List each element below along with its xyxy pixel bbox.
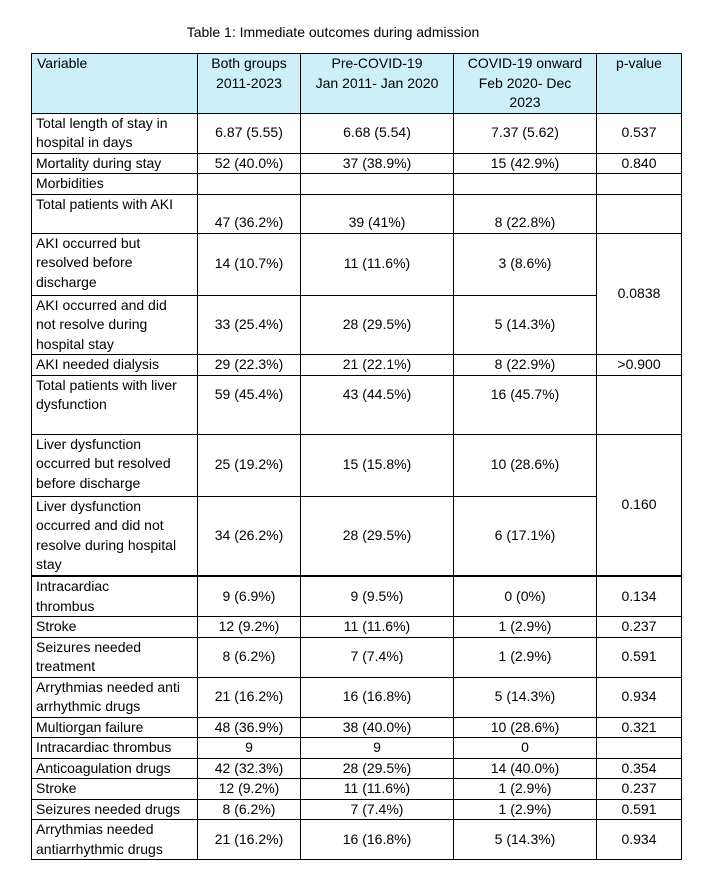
row-label: Total patients with AKI — [32, 194, 198, 233]
table-row — [32, 576, 682, 617]
header-p-value: p-value — [597, 54, 682, 114]
cell-p-value: 0.237 — [597, 617, 682, 638]
row-label: AKI occurred and did not resolve during hospital stay — [32, 295, 198, 355]
row-label: Mortality during stay — [32, 153, 198, 174]
cell-p-value: 0.591 — [597, 637, 682, 677]
cell-p-value — [597, 174, 682, 195]
cell-pre: 11 (11.6%) — [301, 617, 454, 638]
cell-covid: 1 (2.9%) — [454, 637, 597, 677]
table-row — [32, 637, 682, 677]
cell-both — [198, 174, 301, 195]
cell-pre: 7 (7.4%) — [301, 637, 454, 677]
cell-covid: 10 (28.6%) — [454, 434, 597, 496]
cell-covid: 1 (2.9%) — [454, 799, 597, 820]
row-label: Intracardiac thrombus — [32, 576, 198, 617]
cell-covid: 14 (40.0%) — [454, 758, 597, 779]
table-row — [32, 355, 682, 376]
cell-pre: 16 (16.8%) — [301, 677, 454, 717]
cell-covid: 3 (8.6%) — [454, 233, 597, 295]
table-row — [32, 617, 682, 638]
cell-both: 12 (9.2%) — [198, 617, 301, 638]
cell-both: 9 (6.9%) — [198, 576, 301, 617]
cell-p-value: 0.237 — [597, 779, 682, 800]
cell-both: 9 — [198, 738, 301, 759]
row-label: Arrythmias needed anti arrhythmic drugs — [32, 677, 198, 717]
cell-covid: 1 (2.9%) — [454, 779, 597, 800]
table-row — [32, 779, 682, 800]
cell-both: 12 (9.2%) — [198, 779, 301, 800]
cell-pre: 37 (38.9%) — [301, 153, 454, 174]
cell-covid: 0 (0%) — [454, 576, 597, 617]
cell-p-value: 0.0838 — [597, 233, 682, 355]
cell-p-value — [597, 375, 682, 434]
table-row — [32, 113, 682, 153]
cell-both: 8 (6.2%) — [198, 799, 301, 820]
table-row — [32, 233, 682, 295]
cell-both: 52 (40.0%) — [198, 153, 301, 174]
cell-pre: 38 (40.0%) — [301, 717, 454, 738]
cell-both: 21 (16.2%) — [198, 820, 301, 860]
table-row — [32, 738, 682, 759]
table-row — [32, 375, 682, 434]
cell-both: 21 (16.2%) — [198, 677, 301, 717]
cell-p-value: 0.321 — [597, 717, 682, 738]
row-label: AKI occurred but resolved before discharge — [32, 233, 198, 295]
cell-p-value: 0.354 — [597, 758, 682, 779]
cell-both: 8 (6.2%) — [198, 637, 301, 677]
cell-pre: 6.68 (5.54) — [301, 113, 454, 153]
header-both-groups: Both groups 2011-2023 — [198, 54, 301, 114]
row-label: Anticoagulation drugs — [32, 758, 198, 779]
table-row — [32, 194, 682, 233]
table-row — [32, 799, 682, 820]
cell-covid — [454, 174, 597, 195]
cell-p-value: 0.160 — [597, 434, 682, 576]
row-label: Total patients with liver dysfunction — [32, 375, 198, 434]
row-label: AKI needed dialysis — [32, 355, 198, 376]
cell-covid: 5 (14.3%) — [454, 677, 597, 717]
cell-both: 33 (25.4%) — [198, 295, 301, 355]
cell-pre: 9 — [301, 738, 454, 759]
row-label: Seizures needed treatment — [32, 637, 198, 677]
cell-pre: 16 (16.8%) — [301, 820, 454, 860]
table-row — [32, 295, 682, 355]
cell-p-value: >0.900 — [597, 355, 682, 376]
cell-covid: 8 (22.9%) — [454, 355, 597, 376]
row-label: Total length of stay in hospital in days — [32, 113, 198, 153]
cell-pre: 7 (7.4%) — [301, 799, 454, 820]
cell-both: 42 (32.3%) — [198, 758, 301, 779]
cell-pre: 39 (41%) — [301, 194, 454, 233]
header-pre-covid: Pre-COVID-19 Jan 2011- Jan 2020 — [301, 54, 454, 114]
cell-covid: 1 (2.9%) — [454, 617, 597, 638]
row-label: Liver dysfunction occurred and did not resolve during hospital stay — [32, 496, 198, 576]
cell-covid: 6 (17.1%) — [454, 496, 597, 576]
cell-both: 14 (10.7%) — [198, 233, 301, 295]
cell-covid: 0 — [454, 738, 597, 759]
cell-p-value: 0.134 — [597, 576, 682, 617]
cell-p-value — [597, 738, 682, 759]
outcomes-table — [31, 53, 682, 860]
cell-p-value — [597, 194, 682, 233]
row-label: Stroke — [32, 779, 198, 800]
cell-both: 29 (22.3%) — [198, 355, 301, 376]
cell-p-value: 0.537 — [597, 113, 682, 153]
cell-covid: 8 (22.8%) — [454, 194, 597, 233]
cell-both: 25 (19.2%) — [198, 434, 301, 496]
cell-p-value: 0.591 — [597, 799, 682, 820]
cell-pre: 43 (44.5%) — [301, 375, 454, 434]
cell-covid: 10 (28.6%) — [454, 717, 597, 738]
row-label: Seizures needed drugs — [32, 799, 198, 820]
table-row — [32, 677, 682, 717]
cell-p-value: 0.934 — [597, 677, 682, 717]
cell-both: 34 (26.2%) — [198, 496, 301, 576]
row-label: Stroke — [32, 617, 198, 638]
table-row — [32, 153, 682, 174]
row-label: Intracardiac thrombus — [32, 738, 198, 759]
header-variable: Variable — [32, 54, 198, 114]
cell-p-value: 0.840 — [597, 153, 682, 174]
cell-pre: 11 (11.6%) — [301, 779, 454, 800]
row-label: Arrythmias needed antiarrhythmic drugs — [32, 820, 198, 860]
table-caption: Table 1: Immediate outcomes during admission — [186, 24, 480, 40]
cell-pre: 11 (11.6%) — [301, 233, 454, 295]
cell-covid: 5 (14.3%) — [454, 820, 597, 860]
cell-both: 6.87 (5.55) — [198, 113, 301, 153]
cell-covid: 15 (42.9%) — [454, 153, 597, 174]
table-row — [32, 174, 682, 195]
cell-both: 48 (36.9%) — [198, 717, 301, 738]
cell-both: 59 (45.4%) — [198, 375, 301, 434]
cell-both: 47 (36.2%) — [198, 194, 301, 233]
cell-pre: 28 (29.5%) — [301, 496, 454, 576]
header-row — [32, 54, 682, 114]
cell-pre: 15 (15.8%) — [301, 434, 454, 496]
cell-pre — [301, 174, 454, 195]
cell-pre: 21 (22.1%) — [301, 355, 454, 376]
header-covid-onward: COVID-19 onward Feb 2020- Dec 2023 — [454, 54, 597, 114]
cell-pre: 9 (9.5%) — [301, 576, 454, 617]
cell-covid: 16 (45.7%) — [454, 375, 597, 434]
cell-pre: 28 (29.5%) — [301, 758, 454, 779]
table-row — [32, 717, 682, 738]
cell-covid: 5 (14.3%) — [454, 295, 597, 355]
table-row — [32, 820, 682, 860]
row-label: Multiorgan failure — [32, 717, 198, 738]
table-row — [32, 434, 682, 496]
row-label: Morbidities — [32, 174, 198, 195]
table-row — [32, 758, 682, 779]
cell-covid: 7.37 (5.62) — [454, 113, 597, 153]
row-label: Liver dysfunction occurred but resolved before discharge — [32, 434, 198, 496]
cell-p-value: 0.934 — [597, 820, 682, 860]
table-row — [32, 496, 682, 576]
cell-pre: 28 (29.5%) — [301, 295, 454, 355]
